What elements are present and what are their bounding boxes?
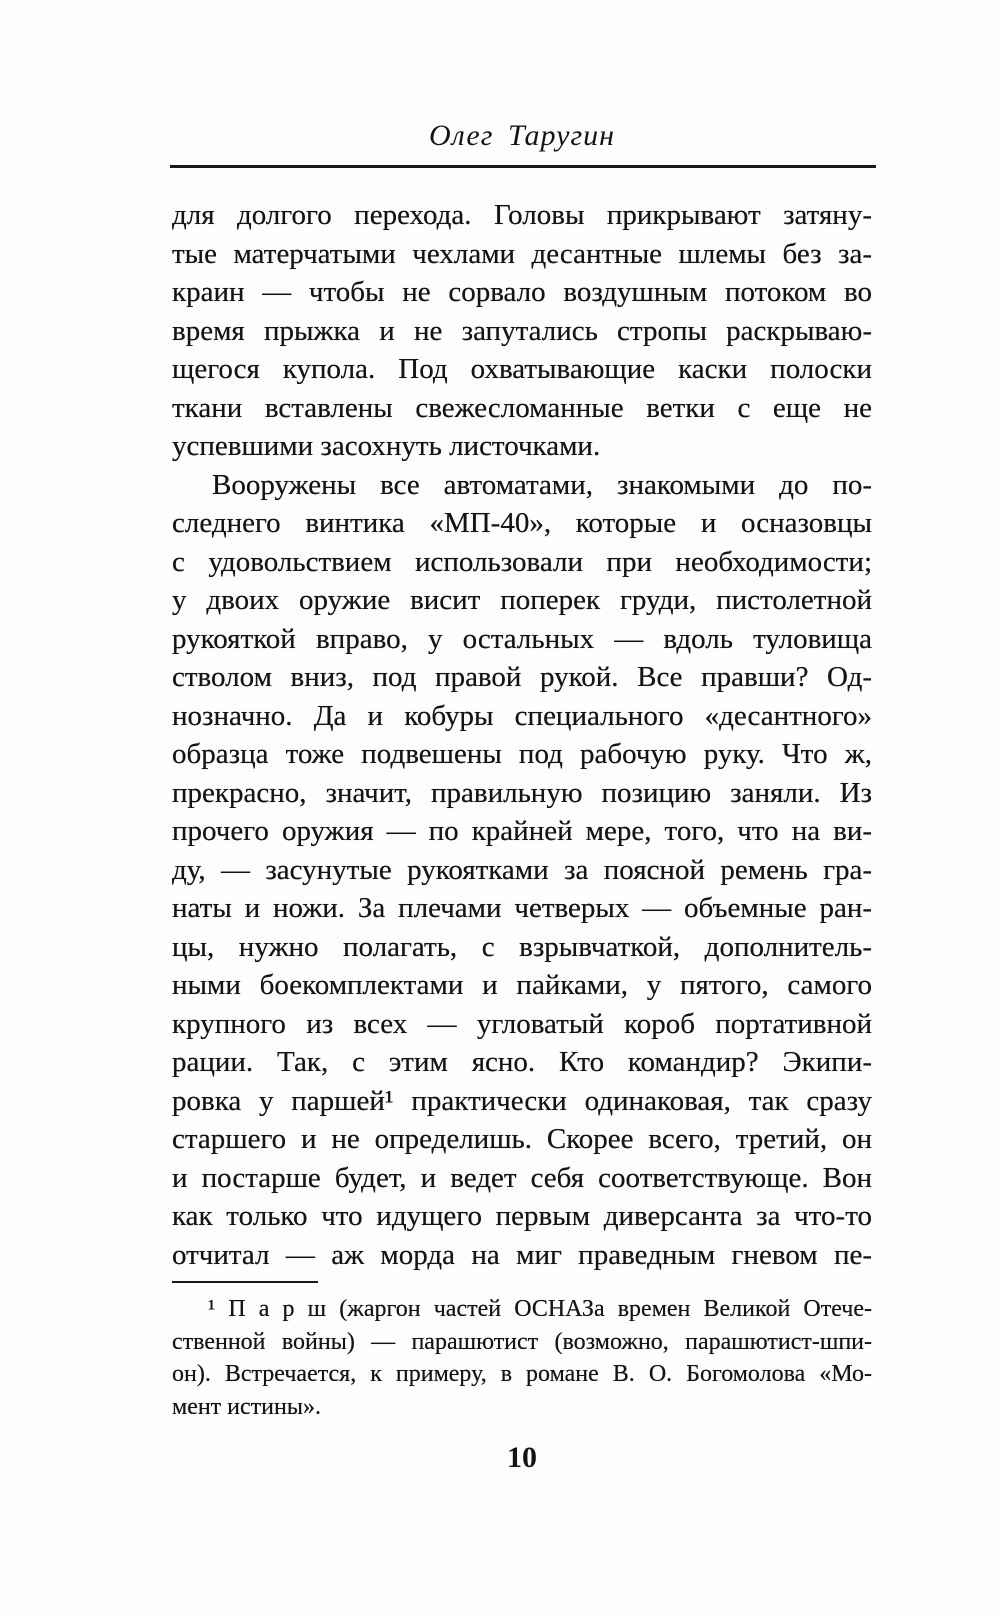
text-line: Вооружены все автоматами, знакомыми до по- [212, 468, 872, 501]
text-line: ными боекомплектами и пайками, у пятого, самого [172, 969, 872, 1001]
footnote-rule [172, 1281, 318, 1283]
text-line: нозначно. Да и кобуры специального «десантного» [172, 699, 872, 732]
text-line: наты и ножи. За плечами четверых — объемные ран- [172, 892, 872, 924]
text-line: у двоих оружие висит поперек груди, пистолетной [172, 584, 872, 616]
text-line: образца тоже подвешены под рабочую руку. Что ж, [172, 738, 872, 770]
text-line: ткани вставлены свежесломанные ветки с еще не [172, 391, 872, 424]
text-line: время прыжка и не запутались стропы раскрываю- [172, 314, 872, 347]
text-line: краин — чтобы не сорвало воздушным потоком во [172, 276, 872, 308]
page-number: 10 [507, 1441, 537, 1474]
text-line: щегося купола. Под охватывающие каски полоски [172, 353, 872, 385]
text-line: прочего оружия — по крайней мере, того, что на ви- [172, 815, 872, 847]
text-line: прекрасно, значит, правильную позицию заняли. Из [172, 776, 872, 809]
text-line: рации. Так, с этим ясно. Кто командир? Экипи- [172, 1046, 872, 1078]
text-line: он). Встречается, к примеру, в романе В. О. Богомолова «Мо- [172, 1361, 872, 1387]
footnote [172, 1293, 872, 1423]
text-line: ду, — засунутые рукоятками за поясной ремень гра- [172, 853, 872, 886]
text-line: ¹ П а р ш (жаргон частей ОСНАЗа времен Великой Отече- [208, 1296, 872, 1322]
body-text [172, 196, 872, 1274]
text-line: крупного из всех — угловатый короб портативной [172, 1007, 872, 1040]
text-line: мент истины». [172, 1393, 321, 1420]
header-rule [170, 165, 876, 168]
text-line: тые матерчатыми чехлами десантные шлемы без за- [172, 237, 872, 270]
text-line: рукояткой вправо, у остальных — вдоль туловища [172, 622, 872, 655]
text-line: ственной войны) — парашютист (возможно, парашютист-шпи- [172, 1328, 872, 1355]
text-line: отчитал — аж морда на миг праведным гневом пе- [172, 1238, 872, 1271]
text-line: ровка у паршей¹ практически одинаковая, так сразу [172, 1084, 872, 1117]
text-line: стволом вниз, под правой рукой. Все правши? Од- [172, 661, 872, 693]
text-line: с удовольствием использовали при необходимости; [172, 545, 872, 578]
text-line: для долгого перехода. Головы прикрывают затяну- [172, 199, 872, 231]
text-line: и постарше будет, и ведет себя соответствующе. Вон [172, 1161, 872, 1194]
text-line: цы, нужно полагать, с взрывчаткой, дополнитель- [172, 930, 872, 963]
text-line: как только что идущего первым диверсанта за что-то [172, 1200, 872, 1232]
text-line: старшего и не определишь. Скорее всего, третий, он [172, 1123, 872, 1155]
text-line: следнего винтика «МП-40», которые и осназовцы [172, 507, 872, 539]
running-head-author: Олег Таругин [428, 119, 616, 152]
text-line: успевшими засохнуть листочками. [172, 430, 601, 462]
